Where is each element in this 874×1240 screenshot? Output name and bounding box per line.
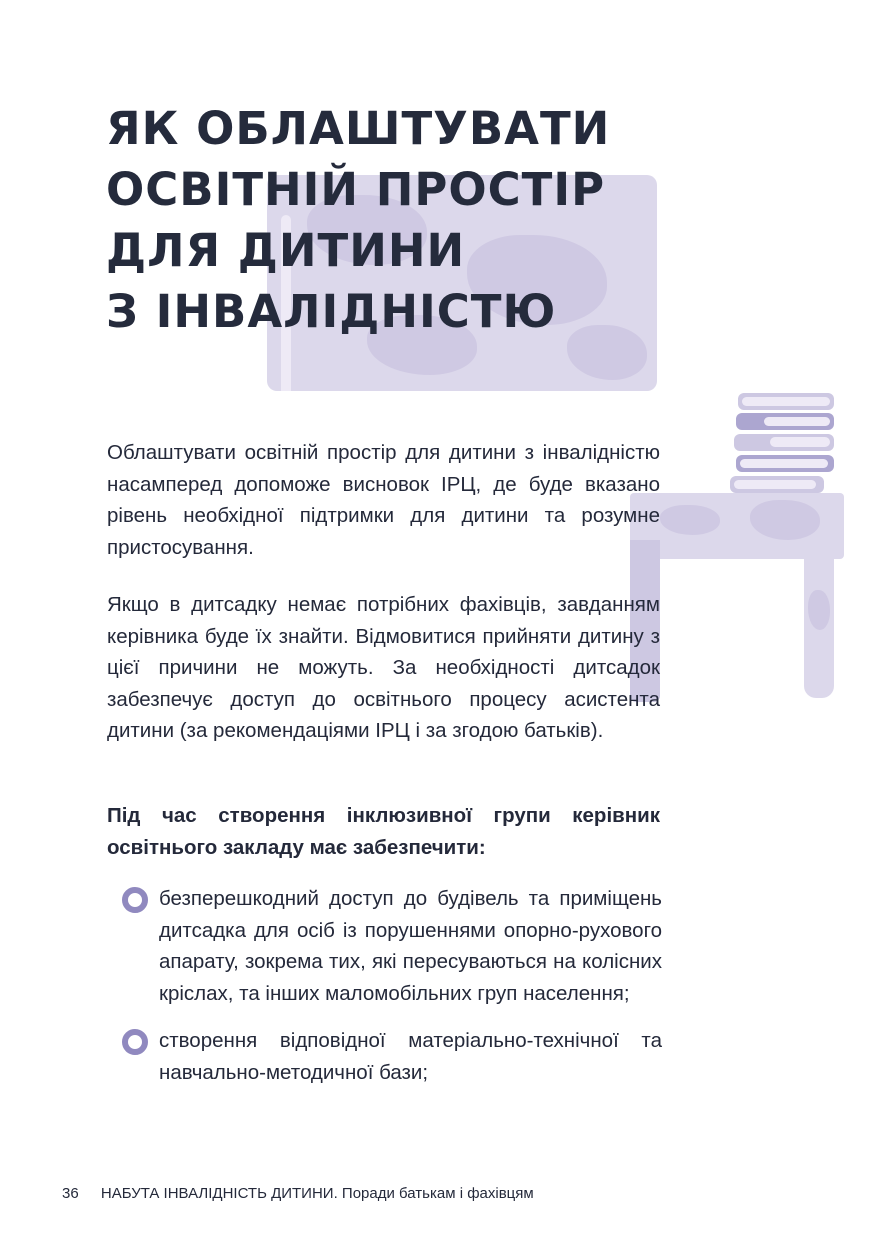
title-line: ЯК ОБЛАШТУВАТИ [106, 102, 611, 155]
title-line: ДЛЯ ДИТИНИ [106, 224, 466, 277]
list-item-text: створення відповідної матеріально-технічної та навчально-методичної бази; [159, 1029, 662, 1084]
page-footer [62, 1184, 534, 1204]
footer-book-title: НАБУТА ІНВАЛІДНІСТЬ ДИТИНИ. [100, 1185, 338, 1202]
desk-books-illustration [630, 390, 874, 710]
list-item [122, 883, 662, 1009]
list-item-text: безперешкодний доступ до будівель та приміщень дитсадка для осіб із порушеннями опорно-рухового апарату, зокрема тих, які пересуваються на колісних кріслах, та інших маломобільних груп населення; [159, 887, 662, 1005]
staffing-paragraph: Якщо в дитсадку немає потрібних фахівців, завданням керівника буде їх знайти. Відмовитися прийняти дитину з цієї причини не можуть. За необхідності дитсадок забезпечує доступ до освітнього процесу асистента дитини (за рекомендаціями ІРЦ і за згодою батьків). [107, 593, 660, 742]
title-line: З ІНВАЛІДНІСТЮ [106, 285, 557, 338]
book-pages [742, 397, 830, 406]
book-pages [764, 417, 830, 426]
list-item [122, 1025, 662, 1088]
book-pages [740, 459, 828, 468]
texture-blot [808, 590, 830, 630]
intro-paragraph: Облаштувати освітній простір для дитини з інвалідністю насамперед допоможе висновок ІРЦ, де буде вказано рівень необхідної підтримки для дитини та розумне пристосування. [107, 441, 660, 559]
circle-bullet-icon [122, 1029, 148, 1055]
requirements-list [122, 883, 662, 1104]
book-pages [734, 480, 816, 489]
page-title [106, 98, 666, 342]
title-line: ОСВІТНІЙ ПРОСТІР [106, 163, 606, 216]
book-pages [770, 437, 830, 447]
footer-subtitle: Поради батькам і фахівцям [341, 1185, 534, 1202]
list-lead: Під час створення інклюзивної групи керівник освітнього закладу має забезпечити: [107, 804, 660, 859]
circle-bullet-icon [122, 887, 148, 913]
page-number: 36 [62, 1185, 79, 1202]
